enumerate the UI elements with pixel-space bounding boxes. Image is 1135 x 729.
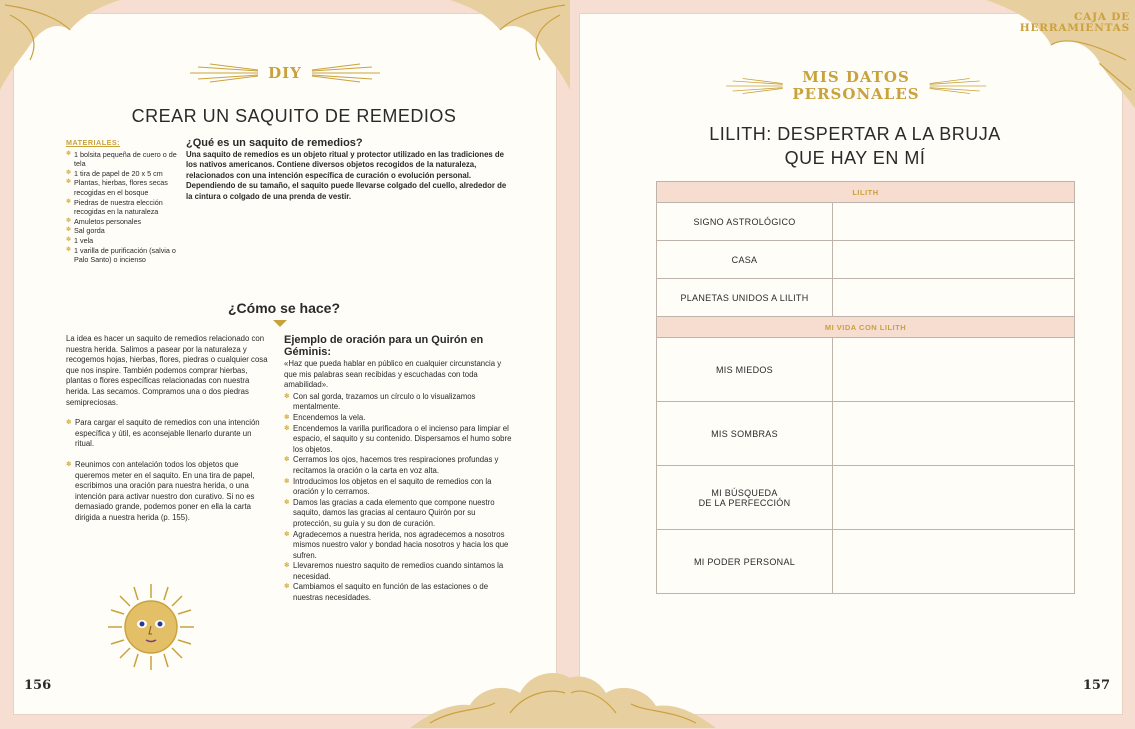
prayer-heading: Ejemplo de oración para un Quirón en Géminis: <box>284 334 484 358</box>
material-item: ✽ Amuletos personales <box>66 217 186 227</box>
section-label-line: PERSONALES <box>792 85 920 103</box>
ritual-step: ✽ Encendemos la vela. <box>284 413 514 424</box>
entry-field[interactable] <box>833 279 1074 316</box>
prayer-quote: «Haz que pueda hablar en público en cualquier circunstancia y que mis palabras sean recibidas y escuchadas con toda amabilidad». <box>284 359 502 390</box>
how-to-heading: ¿Cómo se hace? <box>227 300 341 316</box>
table-row <box>657 279 1074 317</box>
section-label: DIY <box>268 63 302 82</box>
page-title-line: QUE HAY EN MÍ <box>784 148 926 168</box>
material-item: ✽ Piedras de nuestra elección recogidas en la naturaleza <box>66 198 186 217</box>
material-item: ✽ 1 tira de papel de 20 x 5 cm <box>66 169 186 179</box>
instruction-bullet: ✽ Reunimos con antelación todos los objetos que queremos meter en el saquito. En una tira de papel, escribimos una oración para nuestra herida, o una intención para activar nuestro don curativo. Si no es demasiado grande, podemos poner en ella la carta dirigida a nuestra herida (p. 155). <box>66 460 271 524</box>
ornamental-flourish-icon <box>0 0 120 90</box>
ornamental-cloud-icon <box>410 633 570 728</box>
page-number: 156 <box>24 678 52 693</box>
table-row <box>657 241 1074 279</box>
row-label-line: MIS SOMBRAS <box>711 428 778 439</box>
table-row <box>657 466 1074 530</box>
row-label: CASA <box>657 241 833 278</box>
personal-data-table <box>656 181 1075 594</box>
sun-rays-icon <box>190 63 260 83</box>
row-label <box>657 338 833 401</box>
page-number: 157 <box>1082 678 1110 693</box>
row-label-line: MI PODER PERSONAL <box>693 556 796 567</box>
left-page <box>14 14 556 714</box>
row-label <box>657 402 833 465</box>
row-label <box>657 530 833 593</box>
intro-text: Una saquito de remedios es un objeto ritual y protector utilizado en las tradiciones de los nativos americanos. Contiene diversos objetos recogidos de la naturaleza, relacionados con una intención específica de curación o evolución personal. Dependiendo de su tamaño, el saquito puede llevarse colgado del cuello, alrededor de la cintura o colgado de una prenda de vestir. <box>186 149 507 201</box>
entry-field[interactable] <box>833 402 1074 465</box>
page-title: CREAR UN SAQUITO DE REMEDIOS <box>131 106 457 126</box>
table-section-header: MI VIDA CON LILITH <box>657 317 1074 338</box>
ritual-step: ✽ Cambiamos el saquito en función de las estaciones o de nuestras necesidades. <box>284 582 514 603</box>
section-heading <box>726 66 986 106</box>
corner-tag-line: HERRAMIENTAS <box>1019 22 1130 34</box>
corner-section-tag <box>1020 12 1130 34</box>
sun-rays-icon <box>310 63 380 83</box>
ornamental-cloud-icon <box>566 638 716 728</box>
table-row <box>657 338 1074 402</box>
instructions-left-column <box>66 334 271 534</box>
row-label-line: DE LA PERFECCIÓN <box>698 497 791 508</box>
material-item: ✽ 1 varilla de purificación (salvia o Palo Santo) o incienso <box>66 246 186 265</box>
row-label: PLANETAS UNIDOS A LILITH <box>657 279 833 316</box>
materials-list <box>66 138 186 265</box>
section-heading <box>185 62 385 84</box>
sun-rays-icon <box>726 76 784 96</box>
material-item: ✽ Sal gorda <box>66 226 186 236</box>
section-label <box>792 69 919 103</box>
row-label-line: MI BÚSQUEDA <box>711 487 778 498</box>
instructions-right-column <box>284 334 514 604</box>
triangle-marker-icon <box>273 320 287 327</box>
ritual-step: ✽ Cerramos los ojos, hacemos tres respiraciones profundas y recitamos la oración o la carta en voz alta. <box>284 455 514 476</box>
row-label <box>657 466 833 529</box>
ritual-step: ✽ Agradecemos a nuestra herida, nos agradecemos a nosotros mismos nuestro valor y bondad hacia nosotros y hacia los que sufren. <box>284 530 514 562</box>
instruction-bullet: ✽ Para cargar el saquito de remedios con una intención específica y útil, es aconsejable llenarlo durante un ritual. <box>66 418 271 450</box>
material-item: ✽ 1 vela <box>66 236 186 246</box>
material-item: ✽ 1 bolsita pequeña de cuero o de tela <box>66 150 186 169</box>
right-page <box>580 11 1130 714</box>
sun-rays-icon <box>928 76 986 96</box>
corner-tag-line: CAJA DE <box>1074 11 1130 23</box>
intro-block <box>186 138 511 203</box>
sun-face-icon <box>106 582 196 672</box>
materials-heading: MATERIALES: <box>66 138 121 147</box>
table-row <box>657 402 1074 466</box>
material-item: ✽ Plantas, hierbas, flores secas recogidas en el bosque <box>66 178 186 197</box>
ornamental-flourish-icon <box>450 0 570 90</box>
entry-field[interactable] <box>833 530 1074 593</box>
entry-field[interactable] <box>833 466 1074 529</box>
table-section-header: LILITH <box>657 182 1074 203</box>
table-row <box>657 530 1074 593</box>
ritual-step: ✽ Damos las gracias a cada elemento que compone nuestro saquito, damos las gracias al centauro Quirón por su protección, su guía y su don de curación. <box>284 498 514 530</box>
entry-field[interactable] <box>833 338 1074 401</box>
instructions-paragraph: La idea es hacer un saquito de remedios relacionado con nuestra herida. Salimos a pasear por la naturaleza y recogemos hojas, hierbas, flores, piedras o cualquier cosa que nos inspire. También podemos comprar hierbas, plantas o flores específicas relacionadas con nuestra herida. Las secamos. Compramos una o dos piedras semipreciosas. <box>66 334 268 407</box>
page-title <box>650 122 1060 170</box>
intro-heading: ¿Qué es un saquito de remedios? <box>186 137 363 149</box>
section-label-line: MIS DATOS <box>802 68 910 86</box>
entry-field[interactable] <box>833 241 1074 278</box>
page-title-line: LILITH: DESPERTAR A LA BRUJA <box>709 124 1001 144</box>
ritual-step: ✽ Encendemos la varilla purificadora o el incienso para limpiar el espacio, el saquito y su contenido. Dispersamos el humo sobre los objetos. <box>284 424 514 456</box>
ritual-step: ✽ Con sal gorda, trazamos un círculo o lo visualizamos mentalmente. <box>284 392 514 413</box>
ritual-step: ✽ Introducimos los objetos en el saquito de remedios con la oración y lo cerramos. <box>284 477 514 498</box>
table-row <box>657 203 1074 241</box>
ritual-step: ✽ Llevaremos nuestro saquito de remedios cuando sintamos la necesidad. <box>284 561 514 582</box>
entry-field[interactable] <box>833 203 1074 240</box>
row-label: SIGNO ASTROLÓGICO <box>657 203 833 240</box>
row-label-line: MIS MIEDOS <box>715 364 773 375</box>
